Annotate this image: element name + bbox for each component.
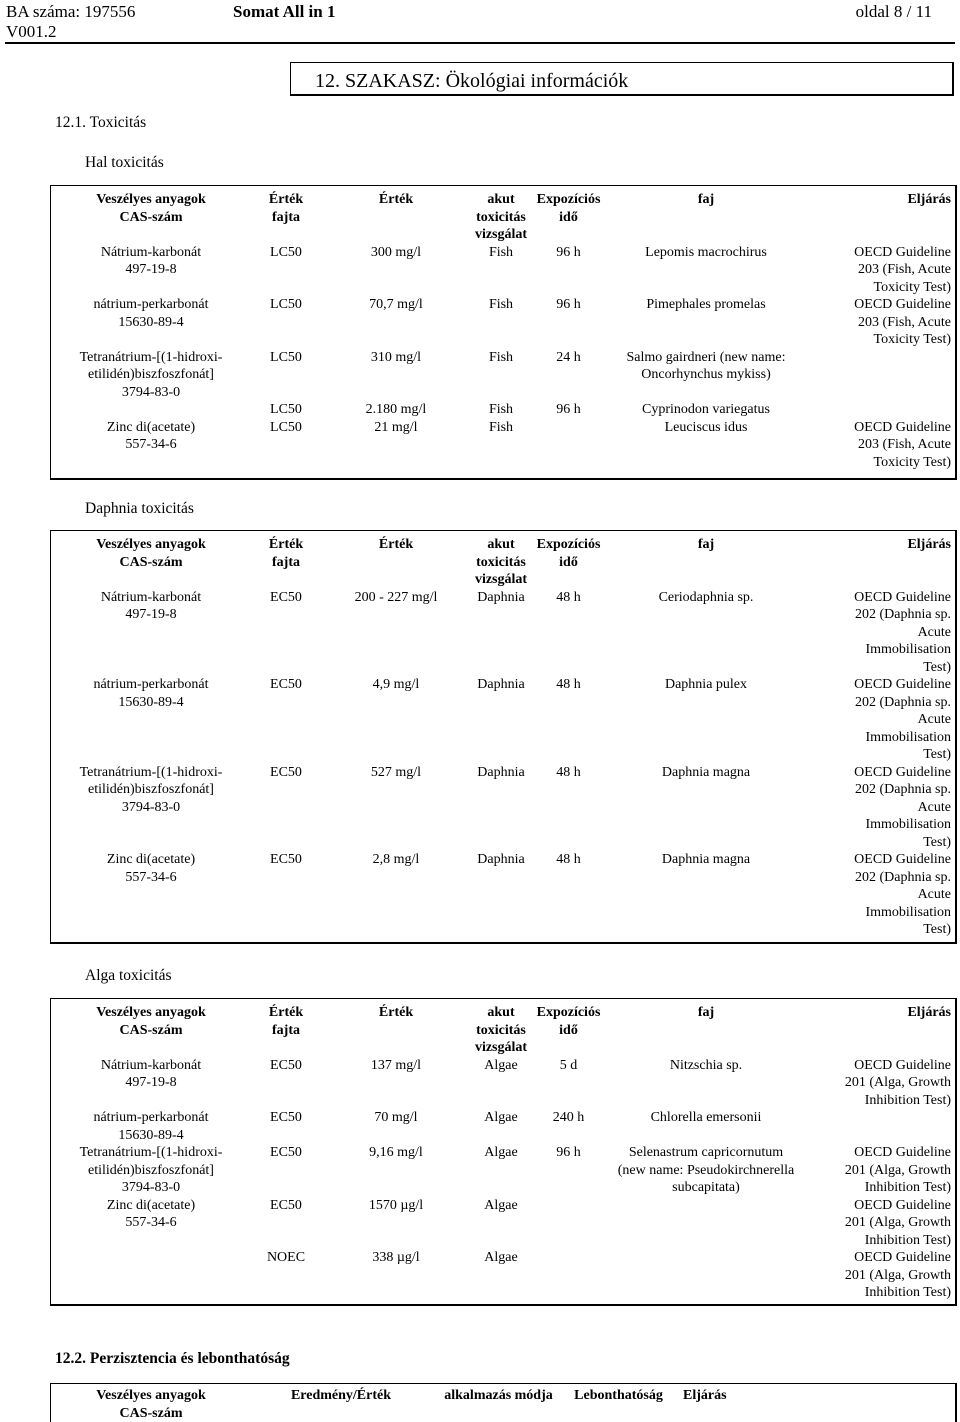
page-number: oldal 8 / 11 [855, 2, 932, 21]
table-header-row [51, 191, 957, 244]
value-cell: 338 µg/l [372, 1250, 420, 1265]
value-type-cell: EC50 [270, 764, 302, 780]
col-acute-test: akut toxicitás vizsgálat [474, 192, 528, 242]
col-value-type: Érték fajta [268, 537, 304, 570]
method-cell: OECD Guideline 201 (Alga, Growth Inhibition Test) [844, 1057, 951, 1108]
value-cell: 70 mg/l [374, 1110, 418, 1125]
value-cell: 137 mg/l [370, 1057, 422, 1073]
col-value-type: Érték fajta [268, 192, 304, 225]
acute-test-cell: Daphnia [477, 589, 525, 605]
col-substance: Veszélyes anyagok CAS-szám [96, 537, 206, 570]
substance-cell: Zinc di(acetate) 557-34-6 [106, 419, 196, 452]
value-type-cell: EC50 [270, 589, 302, 605]
species-cell: Pimephales promelas [646, 297, 766, 312]
species-cell: Lepomis macrochirus [645, 244, 767, 260]
substance-cell: Zinc di(acetate) 557-34-6 [106, 1197, 196, 1230]
method-cell [806, 349, 957, 402]
acute-test-cell: Algae [484, 1250, 518, 1265]
product-name: Somat All in 1 [233, 2, 336, 21]
acute-test-cell: Fish [488, 297, 514, 312]
persistence-heading: 12.2. Perzisztencia és lebonthatóság [55, 1350, 290, 1367]
acute-test-cell: Fish [488, 244, 514, 260]
species-cell: Salmo gairdneri (new name: Oncorhynchus mykiss) [626, 349, 786, 382]
value-cell: 21 mg/l [374, 419, 418, 435]
species-cell: Chlorella emersonii [650, 1110, 762, 1125]
col-exposure: Expozíciós idő [536, 537, 601, 570]
value-type-cell: EC50 [270, 677, 302, 692]
page-header [0, 0, 960, 42]
col-value: Érték [378, 537, 414, 552]
exposure-cell: 96 h [556, 244, 581, 260]
col-species: faj [697, 192, 715, 207]
method-cell [806, 1109, 957, 1144]
daphnia-toxicity-table [51, 536, 957, 939]
col-exposure: Expozíciós idő [536, 192, 601, 225]
value-cell: 70,7 mg/l [369, 297, 423, 312]
table-header-row [51, 1004, 957, 1057]
method-cell [806, 401, 957, 419]
exposure-cell: 48 h [556, 677, 581, 692]
exposure-cell [531, 419, 606, 472]
exposure-cell: 24 h [556, 349, 581, 365]
toxicity-heading: 12.1. Toxicitás [55, 114, 147, 131]
substance-cell: Nátrium-karbonát 497-19-8 [100, 589, 202, 622]
col-method: Eljárás [907, 1005, 951, 1020]
table-row [51, 296, 957, 349]
exposure-cell: 240 h [552, 1110, 585, 1125]
substance-cell: Nátrium-karbonát 497-19-8 [100, 1057, 202, 1090]
value-type-cell: EC50 [270, 1057, 302, 1073]
substance-cell: nátrium-perkarbonát 15630-89-4 [93, 297, 209, 330]
species-cell [606, 1197, 806, 1250]
exposure-cell: 96 h [556, 1145, 581, 1160]
acute-test-cell: Fish [488, 419, 514, 435]
method-cell: OECD Guideline 203 (Fish, Acute Toxicity Test) [854, 244, 951, 295]
col-substance: Veszélyes anyagok CAS-szám [96, 1388, 206, 1421]
exposure-cell: 96 h [556, 402, 581, 417]
species-cell: Nitzschia sp. [669, 1057, 743, 1073]
species-cell: Daphnia pulex [664, 677, 748, 692]
method-cell: OECD Guideline 201 (Alga, Growth Inhibition Test) [844, 1250, 951, 1300]
value-type-cell: LC50 [270, 402, 302, 417]
species-cell [606, 1249, 806, 1302]
acute-test-cell: Algae [484, 1145, 518, 1160]
species-cell: Ceriodaphnia sp. [658, 589, 754, 605]
ba-number: BA száma: 197556 [6, 2, 136, 21]
table-row [51, 676, 957, 764]
fish-toxicity-table [51, 191, 957, 471]
table-row [51, 1057, 957, 1110]
value-type-cell: EC50 [270, 1110, 302, 1125]
table-row [51, 401, 957, 419]
value-cell: 300 mg/l [370, 244, 422, 260]
method-cell: OECD Guideline 203 (Fish, Acute Toxicity Test) [854, 419, 951, 470]
method-cell: OECD Guideline 203 (Fish, Acute Toxicity Test) [854, 297, 951, 347]
value-cell: 1570 µg/l [368, 1197, 424, 1213]
table-row [51, 589, 957, 677]
substance-cell [51, 401, 251, 419]
method-cell: OECD Guideline 202 (Daphnia sp. Acute Immobilisation Test) [854, 589, 951, 675]
exposure-cell [531, 1249, 606, 1302]
table-row [51, 349, 957, 402]
col-value: Érték [378, 192, 414, 207]
value-type-cell: LC50 [270, 297, 302, 312]
table-row [51, 851, 957, 939]
exposure-cell: 48 h [556, 852, 581, 867]
version: V001.2 [6, 22, 57, 41]
col-acute-test: akut toxicitás vizsgálat [474, 1005, 528, 1055]
col-result: Eredmény/Érték [290, 1388, 392, 1403]
exposure-cell: 48 h [556, 589, 581, 605]
table-row [51, 1109, 957, 1144]
table-row [51, 1197, 957, 1250]
table-row [51, 1249, 957, 1302]
acute-test-cell: Algae [484, 1057, 518, 1073]
col-substance: Veszélyes anyagok CAS-szám [96, 1005, 206, 1038]
col-value-type: Érték fajta [268, 1005, 304, 1038]
value-type-cell: NOEC [266, 1250, 306, 1265]
algae-toxicity-table [51, 1004, 957, 1302]
species-cell: Daphnia magna [661, 764, 751, 780]
species-cell: Leuciscus idus [664, 419, 748, 435]
substance-cell: nátrium-perkarbonát 15630-89-4 [93, 1110, 209, 1143]
col-method: Eljárás [907, 537, 951, 552]
substance-cell: Tetranátrium-[(1-hidroxi- etilidén)biszfoszfonát] 3794-83-0 [79, 349, 223, 400]
exposure-cell: 96 h [556, 297, 581, 312]
substance-cell: Nátrium-karbonát 497-19-8 [100, 244, 202, 277]
col-species: faj [697, 1005, 715, 1020]
value-cell: 527 mg/l [370, 764, 422, 780]
col-degradability: Lebonthatóság [574, 1388, 663, 1403]
value-type-cell: LC50 [270, 419, 302, 435]
acute-test-cell: Fish [488, 349, 514, 365]
table-row [51, 419, 957, 472]
species-cell: Selenastrum capricornutum (new name: Pseudokirchnerella subcapitata) [617, 1145, 795, 1195]
substance-cell: nátrium-perkarbonát 15630-89-4 [93, 677, 209, 710]
col-method: Eljárás [907, 192, 951, 207]
value-type-cell: EC50 [270, 852, 302, 867]
acute-test-cell: Algae [484, 1197, 518, 1213]
method-cell: OECD Guideline 202 (Daphnia sp. Acute Immobilisation Test) [854, 852, 951, 937]
acute-test-cell: Algae [484, 1110, 518, 1125]
acute-test-cell: Daphnia [477, 852, 525, 867]
value-cell: 2,8 mg/l [372, 852, 420, 867]
exposure-cell: 5 d [559, 1057, 578, 1073]
value-type-cell: EC50 [270, 1145, 302, 1160]
table-header-row [51, 536, 957, 589]
species-cell: Daphnia magna [661, 852, 751, 867]
substance-cell: Zinc di(acetate) 557-34-6 [106, 852, 196, 885]
exposure-cell [531, 1197, 606, 1250]
method-cell: OECD Guideline 202 (Daphnia sp. Acute Immobilisation Test) [854, 764, 951, 850]
col-method: Eljárás [683, 1388, 727, 1403]
value-cell: 310 mg/l [370, 349, 422, 365]
value-type-cell: EC50 [270, 1197, 302, 1213]
exposure-cell: 48 h [556, 764, 581, 780]
table-row [51, 764, 957, 852]
acute-test-cell: Fish [488, 402, 514, 417]
method-cell: OECD Guideline 201 (Alga, Growth Inhibition Test) [844, 1197, 951, 1248]
col-acute-test: akut toxicitás vizsgálat [474, 537, 528, 587]
value-cell: 200 - 227 mg/l [354, 589, 438, 605]
value-cell: 9,16 mg/l [369, 1145, 423, 1160]
col-substance: Veszélyes anyagok CAS-szám [96, 192, 206, 225]
table-header-row [51, 1387, 960, 1422]
col-value: Érték [378, 1005, 414, 1020]
table-row [51, 1144, 957, 1197]
table-row [51, 244, 957, 297]
persistence-table [51, 1387, 960, 1422]
value-type-cell: LC50 [270, 349, 302, 365]
method-cell: OECD Guideline 201 (Alga, Growth Inhibition Test) [844, 1145, 951, 1195]
substance-cell: Tetranátrium-[(1-hidroxi- etilidén)biszfoszfonát] 3794-83-0 [79, 764, 223, 815]
header-divider [5, 42, 955, 44]
method-cell: OECD Guideline 202 (Daphnia sp. Acute Immobilisation Test) [854, 677, 951, 762]
substance-cell: Tetranátrium-[(1-hidroxi- etilidén)biszfoszfonát] 3794-83-0 [79, 1145, 223, 1195]
substance-cell [51, 1249, 251, 1302]
col-exposure: Expozíciós idő [536, 1005, 601, 1038]
col-application: alkalmazás módja [444, 1388, 553, 1403]
value-type-cell: LC50 [270, 244, 302, 260]
fish-heading: Hal toxicitás [85, 154, 164, 171]
acute-test-cell: Daphnia [477, 677, 525, 692]
col-species: faj [697, 537, 715, 552]
value-cell: 2.180 mg/l [365, 402, 427, 417]
species-cell: Cyprinodon variegatus [642, 402, 770, 417]
section-title: 12. SZAKASZ: Ökológiai információk [315, 70, 629, 92]
algae-heading: Alga toxicitás [85, 967, 172, 984]
value-cell: 4,9 mg/l [372, 677, 420, 692]
acute-test-cell: Daphnia [477, 764, 525, 780]
daphnia-heading: Daphnia toxicitás [85, 500, 194, 517]
